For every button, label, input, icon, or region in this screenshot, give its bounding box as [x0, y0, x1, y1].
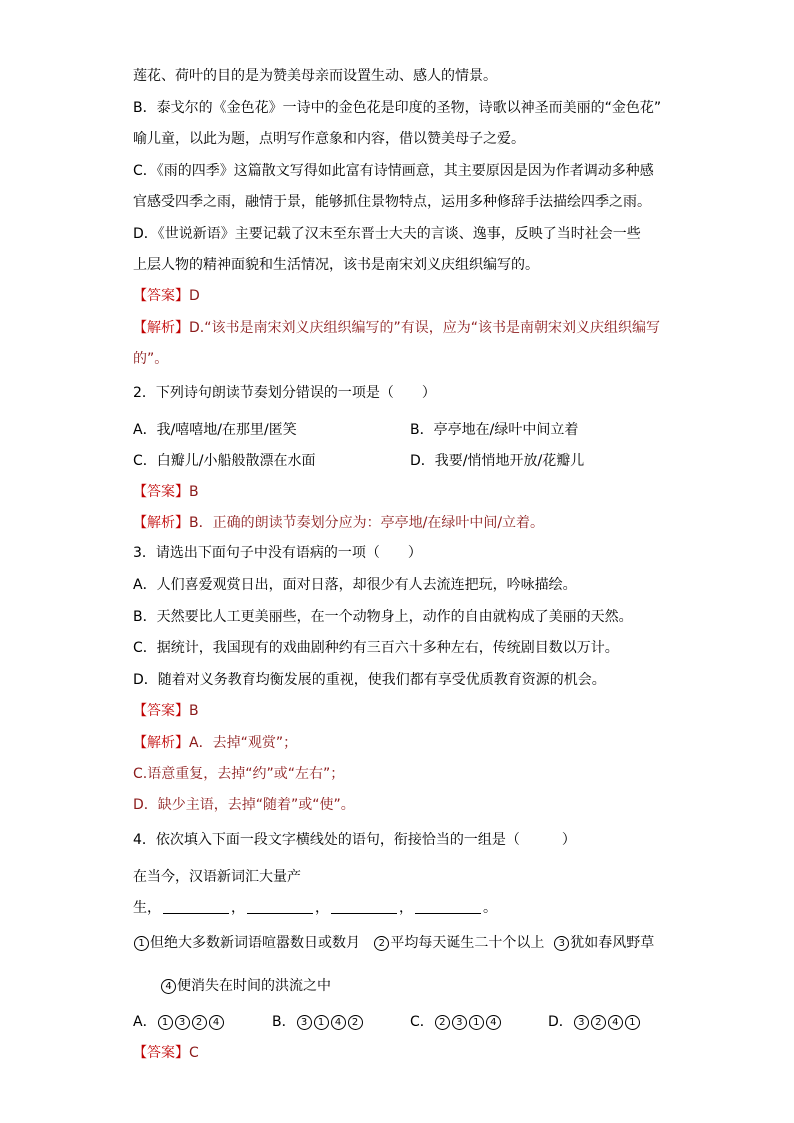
circled-number: 3	[574, 1015, 589, 1030]
circled-number: 2	[192, 1015, 207, 1030]
analysis-text: A．去掉“观赏”；	[189, 735, 298, 751]
q3-option-d: D．随着对义务教育均衡发展的重视，使我们都有享受优质教育资源的机会。	[133, 672, 606, 688]
answer-line-3	[133, 701, 199, 721]
q4-item-2: 平均每天诞生二十个以上	[390, 935, 545, 951]
q4-option-d	[548, 1012, 641, 1032]
circled-number: 1	[625, 1015, 640, 1030]
analysis-line-2	[133, 513, 544, 533]
circled-number: 1	[314, 1015, 329, 1030]
answer-value: C	[189, 1045, 199, 1061]
answer-line-4	[133, 1043, 199, 1063]
q4-item-1: 但绝大多数新词语喧嚣数日或数月	[150, 935, 360, 951]
q4-option-c	[410, 1012, 502, 1032]
analysis-line-1	[133, 318, 660, 338]
analysis-tag: 【解析】	[133, 515, 189, 531]
circled-number: 2	[591, 1015, 606, 1030]
circled-number: 2	[435, 1015, 450, 1030]
answer-tag: 【答案】	[133, 1045, 189, 1061]
circled-number: 1	[158, 1015, 173, 1030]
q2-option-b: B．亭亭地在/绿叶中间立着	[410, 422, 579, 438]
paragraph-line: 官感受四季之雨，融情于景，能够抓住景物特点，运用多种修辞手法描绘四季之雨。	[133, 194, 651, 210]
passage-text: ，	[399, 900, 413, 916]
answer-line-1	[133, 286, 200, 306]
analysis-text: B．正确的朗读节奏划分应为：亭亭地/在绿叶中间/立着。	[189, 515, 545, 531]
q2-option-a: A．我/嘻嘻地/在那里/匿笑	[133, 422, 297, 438]
fill-blank-1	[163, 899, 229, 914]
circled-number: 4	[608, 1015, 623, 1030]
circled-number: 2	[374, 936, 389, 951]
option-c-line: C．《雨的四季》这篇散文写得如此富有诗情画意，其主要原因是因为作者调动多种感	[133, 163, 654, 179]
q2-option-d: D．我要/悄悄地开放/花瓣儿	[410, 453, 585, 469]
paragraph-line: 莲花、荷叶的目的是为赞美母亲而设置生动、感人的情景。	[133, 68, 497, 84]
question-2: 2．下列诗句朗读节奏划分错误的一项是（ ）	[133, 385, 436, 401]
analysis-text-cont: 的”。	[133, 351, 169, 367]
q3-option-c: C．据统计，我国现有的戏曲剧种约有三百六十多种左右，传统剧目数以万计。	[133, 640, 619, 656]
analysis-line-3	[133, 733, 297, 753]
q3-option-b: B．天然要比人工更美丽些，在一个动物身上，动作的自由就构成了美丽的天然。	[133, 609, 633, 625]
circled-number: 4	[486, 1015, 501, 1030]
answer-value: B	[189, 703, 199, 719]
q4-items-line-1	[133, 933, 654, 953]
q3-option-a: A．人们喜爱观赏日出，面对日落，却很少有人去流连把玩，吟咏描绘。	[133, 577, 577, 593]
question-4: 4．依次填入下面一段文字横线处的语句，衔接恰当的一组是（ ）	[133, 832, 576, 848]
analysis-text-cont: C.语意重复，去掉“约”或“左右”；	[133, 766, 345, 782]
q4-items-line-2	[160, 976, 331, 996]
answer-value: D	[189, 288, 200, 304]
answer-tag: 【答案】	[133, 288, 189, 304]
circled-number: 4	[161, 979, 176, 994]
passage-text: ，	[315, 900, 329, 916]
analysis-text: D.“该书是南宋刘义庆组织编写的”有误，应为“该书是南朝宋刘义庆组织编写	[189, 320, 660, 336]
option-label: C．	[410, 1014, 434, 1030]
circled-number: 3	[175, 1015, 190, 1030]
option-b-line: B．泰戈尔的《金色花》一诗中的金色花是印度的圣物，诗歌以神圣而美丽的“金色花”	[133, 100, 662, 116]
analysis-tag: 【解析】	[133, 320, 189, 336]
circled-number: 1	[134, 936, 149, 951]
option-label: B．	[272, 1014, 296, 1030]
paragraph-line: 上层人物的精神面貌和生活情况，该书是南宋刘义庆组织编写的。	[133, 257, 539, 273]
analysis-text-cont: D．缺少主语，去掉“随着”或“使”。	[133, 797, 355, 813]
passage-text: 。	[483, 900, 497, 916]
question-3: 3．请选出下面句子中没有语病的一项（ ）	[133, 545, 422, 561]
option-label: A．	[133, 1014, 157, 1030]
paragraph-line: 喻儿童，以此为题，点明写作意象和内容，借以赞美母子之爱。	[133, 131, 525, 147]
q4-item-3: 犹如春风野草	[570, 935, 655, 951]
circled-number: 3	[554, 936, 569, 951]
circled-number: 4	[209, 1015, 224, 1030]
circled-number: 2	[348, 1015, 363, 1030]
circled-number: 3	[297, 1015, 312, 1030]
fill-blank-2	[247, 899, 313, 914]
answer-tag: 【答案】	[133, 703, 189, 719]
circled-number: 3	[452, 1015, 467, 1030]
fill-blank-4	[415, 899, 481, 914]
circled-number: 1	[469, 1015, 484, 1030]
q4-option-a	[133, 1012, 225, 1032]
q2-option-c: C．白瓣儿/小船般散漂在水面	[133, 453, 316, 469]
option-label: D．	[548, 1014, 573, 1030]
circled-number: 4	[331, 1015, 346, 1030]
passage-text: 生，	[133, 900, 161, 916]
answer-value: B	[189, 484, 199, 500]
q4-passage-line-2	[133, 898, 497, 918]
q4-option-b	[272, 1012, 364, 1032]
passage-text: ，	[231, 900, 245, 916]
analysis-tag: 【解析】	[133, 735, 189, 751]
fill-blank-3	[331, 899, 397, 914]
option-d-line: D．《世说新语》主要记载了汉末至东晋士大夫的言谈、逸事，反映了当时社会一些	[133, 226, 641, 242]
answer-tag: 【答案】	[133, 484, 189, 500]
q4-passage-line-1: 在当今，汉语新词汇大量产	[133, 869, 301, 885]
answer-line-2	[133, 482, 199, 502]
q4-item-4: 便消失在时间的洪流之中	[177, 978, 331, 994]
